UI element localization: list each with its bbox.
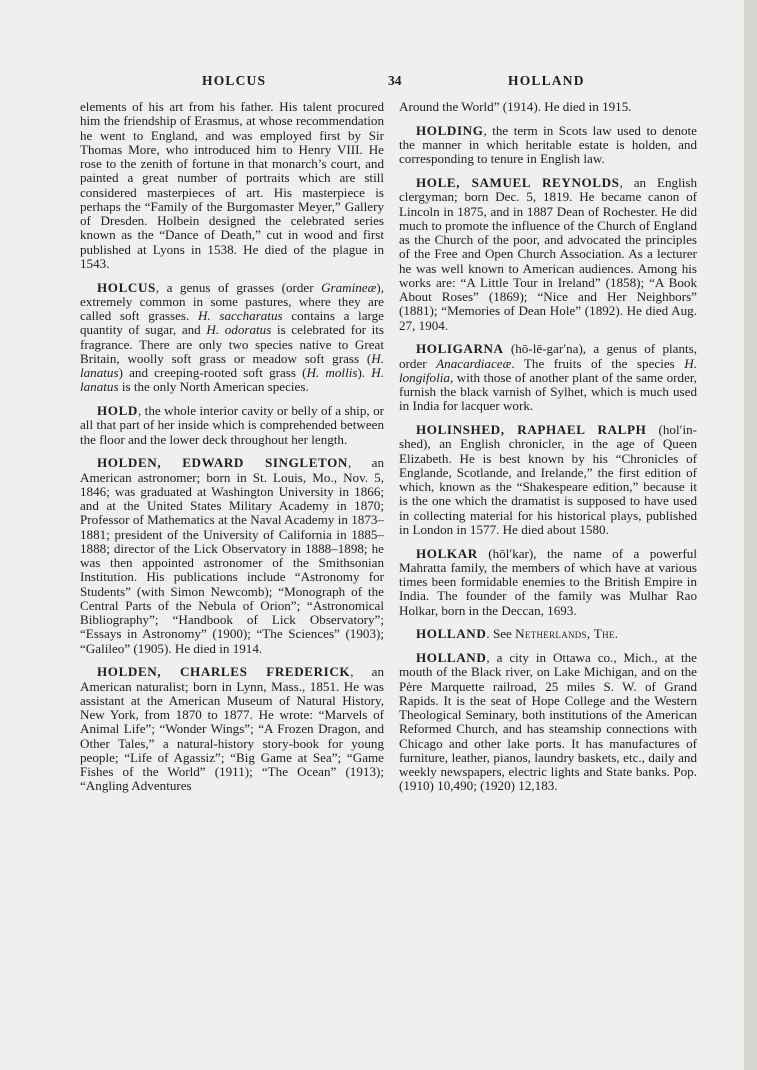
entry-hold: HOLD, the whole interior cavity or belly of a ship, or all that part of her inside which is comprehended between the floor and the lower deck throughout her length. <box>80 403 384 447</box>
entry-holden-edward: HOLDEN, EDWARD SINGLETON, an American astronomer; born in St. Louis, Mo., Nov. 5, 1846; was graduated at Washington University in 1866; and at the United States Military Academy in 1870; Professor of Mathematics at the Naval Academy in 1873–1881; president of the University of California in 1885–1888; director of the Lick Observatory in 1888–1898; he was then appointed astronomer of the Smithsonian Institution. His publications include “Astronomy for Students” (with Simon Newcomb); “Monograph of the Central Parts of the Nebula of Orion”; “Astronomical Bibliography”; “Handbook of Lick Observatory”; “Essays in Astronomy” (1900); “The Sciences” (1903); “Galileo” (1905). He died in 1914. <box>80 455 385 656</box>
entry-holland-reference: HOLLAND. See Netherlands, The. <box>416 626 619 642</box>
entry-holcus: HOLCUS, a genus of grasses (order Gramineæ), extremely common in some pastures, where they are called soft grasses. H. saccharatus contains a large quantity of sugar, and H. odoratus is celebrated for its fragrance. There are only two species native to Great Britain, woolly soft grass or meadow soft grass (H. lanatus) and creeping-rooted soft grass (H. mollis). H. lanatus is the only North American species. <box>80 279 384 395</box>
headword: HOLCUS <box>97 279 156 295</box>
headword: HOLDEN, EDWARD SINGLETON <box>97 455 348 471</box>
headword: HOLINSHED, RAPHAEL RALPH <box>416 422 647 437</box>
entry-holden-continued: Around the World” (1914). He died in 1915. <box>399 99 632 114</box>
headword: HOLE, SAMUEL REYNOLDS <box>416 175 620 190</box>
entry-hole: HOLE, SAMUEL REYNOLDS, an English clergyman; born Dec. 5, 1819. He became canon of Lincoln in 1875, and in 1887 Dean of Rochester. He did much to promote the influence of the Church of England as the Church of the poor, and advocated the principles of the Free and Open Church Association. As a lecturer he was well known to American audiences. Among his works are: “A Little Tour in Ireland” (1858); “A Book About Roses” (1869); “Nice and Her Neighbors” (1881); “Memories of Dean Hole” (1892). He died Aug. 27, 1904. <box>399 175 697 333</box>
headword: HOLKAR <box>416 545 478 561</box>
entry-holland-city: HOLLAND, a city in Ottawa co., Mich., at the mouth of the Black river, on Lake Michigan, and on the Père Marquette railroad, 25 miles S. W. of Grand Rapids. It is the seat of Hope College and the Western Theological Seminary, both institutions of the American Reformed Church, and has steamship connections with Chicago and other lake ports. It has manufactures of furniture, leather, pianos, laundry baskets, etc., daily and weekly newspapers, electric lights and State banks. Pop. (1910) 10,490; (1920) 12,183. <box>399 650 697 794</box>
page-header <box>80 73 694 93</box>
right-column <box>399 100 697 803</box>
entry-holinshed: HOLINSHED, RAPHAEL RALPH (hol′in-shed), an English chronicler, in the age of Queen Elizabeth. He is best known by his “Chronicles of Englande, Scotlande, and Irelande,” the first edition of which, known as the “Shakespeare edition,” because it is the one which the dramatist is supposed to have used in collecting material for his historical plays, published in London in 1577. He died about 1580. <box>399 422 698 537</box>
page-edge <box>744 0 757 1070</box>
left-column <box>80 100 384 803</box>
headword: HOLLAND <box>416 626 487 642</box>
entry-holden-charles: HOLDEN, CHARLES FREDERICK, an American naturalist; born in Lynn, Mass., 1851. He was assistant at the American Museum of Natural History, New York, from 1870 to 1877. He wrote: “Marvels of Animal Life”; “Wonder Wings”; “A Frozen Dragon, and Other Tales,” a natural-history story-book for young people; “Life of Agassiz”; “Big Game at Sea”; “Game Fishes of the World” (1911); “The Ocean” (1913); “Angling Adventures <box>80 664 384 794</box>
headword: HOLD <box>97 403 138 418</box>
headword: HOLLAND <box>416 650 487 665</box>
entry-holding: HOLDING, the term in Scots law used to denote the manner in which heritable estate is holden, and corresponding to tenure in English law. <box>399 122 697 167</box>
page-number: 34 <box>388 73 402 88</box>
entry-holkar: HOLKAR (hōl′kar), the name of a powerful Mahratta family, the members of which have at various times been formidable enemies to the British Empire in India. The founder of the family was Mulhar Rao Holkar, born in the Deccan, 1693. <box>399 545 697 618</box>
headword: HOLDING <box>416 122 484 138</box>
cross-reference: Netherlands, The. <box>515 626 619 642</box>
entry-holigarna: HOLIGARNA (hō-lē-gar′na), a genus of plants, order Anacardiaceæ. The fruits of the species H. longifolia, with those of another plant of the same order, furnish the black varnish of Sylhet, which is much used in India for lacquer work. <box>399 341 698 414</box>
entry-holbein-continued: elements of his art from his father. His talent procured him the friendship of Erasmus, at whose recommendation he went to England, and was employed first by Sir Thomas More, who introduced him to Henry VIII. He rose to the zenith of fortune in that monarch’s court, and painted a great number of portraits which are still considered masterpieces of art. His masterpiece is perhaps the “Family of the Burgomaster Meyer,” Gallery of Dresden. Holbein designed the celebrated series known as the “Dance of Death,” cut in wood and first published at Lyons in 1538. He died of the plague in 1543. <box>80 99 384 271</box>
headword: HOLIGARNA <box>416 341 504 357</box>
headword: HOLDEN, CHARLES FREDERICK <box>97 664 351 680</box>
running-head-left: HOLCUS <box>202 73 267 88</box>
running-head-right: HOLLAND <box>508 73 585 88</box>
